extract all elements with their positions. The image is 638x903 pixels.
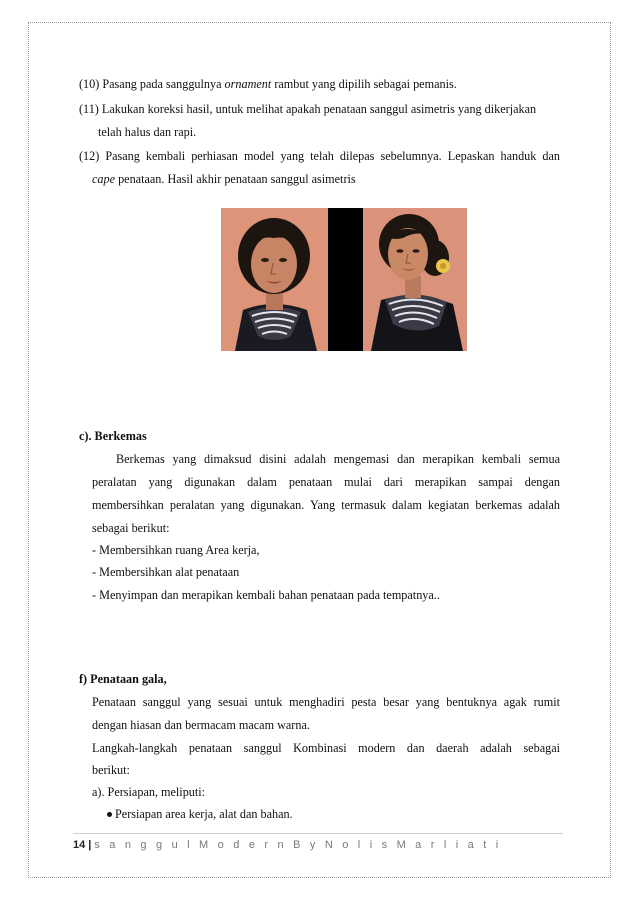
section-c-para-line1: Berkemas yang dimaksud disini adalah mengemasi dan merapikan kembali semua [116,452,560,466]
step-11-line1: (11) Lakukan koreksi hasil, untuk melihat apakah penataan sanggul asimetris yang dikerjakan [79,102,537,116]
section-f-sub-a: a). Persiapan, meliputi: [92,785,206,799]
section-c-para-line3: membersihkan peralatan yang digunakan. Yang termasuk dalam kegiatan berkemas adalah [92,498,560,512]
section-c-para-line4: sebagai berikut: [92,521,170,535]
section-c-para-line2: peralatan yang digunakan dalam penataan mulai dari merapikan sampai dengan [92,475,560,489]
photo-after [363,208,467,351]
section-f-heading: f) Penataan gala, [79,672,167,686]
photo-divider [328,208,363,351]
page-footer [73,838,501,852]
step-12-line2: cape penataan. Hasil akhir penataan sanggul asimetris [92,172,356,186]
page-number: 14 [73,839,86,851]
bullet-icon [107,812,112,817]
footer-title: s a n g g u l M o d e r n B y N o l i s M a r l i a t i [94,839,502,851]
footer-divider [73,833,563,834]
section-f-para1-line2: dengan hiasan dan bermacam macam warna. [92,718,310,732]
list-item: - Membersihkan alat penataan [92,565,240,579]
footer-separator: | [88,839,92,851]
step-11-line2: telah halus dan rapi. [98,125,197,139]
section-f-para2-line1: Langkah-langkah penataan sanggul Kombinasi modern dan daerah adalah sebagai [92,741,560,755]
photo-before [221,208,328,351]
bullet-item: Persiapan area kerja, alat dan bahan. [107,806,293,822]
step-12-line1: (12) Pasang kembali perhiasan model yang telah dilepas sebelumnya. Lepaskan handuk dan [79,149,560,163]
list-item: - Menyimpan dan merapikan kembali bahan penataan pada tempatnya.. [92,588,440,602]
section-f-para1-line1: Penataan sanggul yang sesuai untuk menghadiri pesta besar yang bentuknya agak rumit [92,695,560,709]
section-f-para2-line2: berikut: [92,763,130,777]
section-c-heading: c). Berkemas [79,429,147,443]
list-item: - Membersihkan ruang Area kerja, [92,543,260,557]
step-10: (10) Pasang pada sanggulnya ornament rambut yang dipilih sebagai pemanis. [79,77,457,91]
